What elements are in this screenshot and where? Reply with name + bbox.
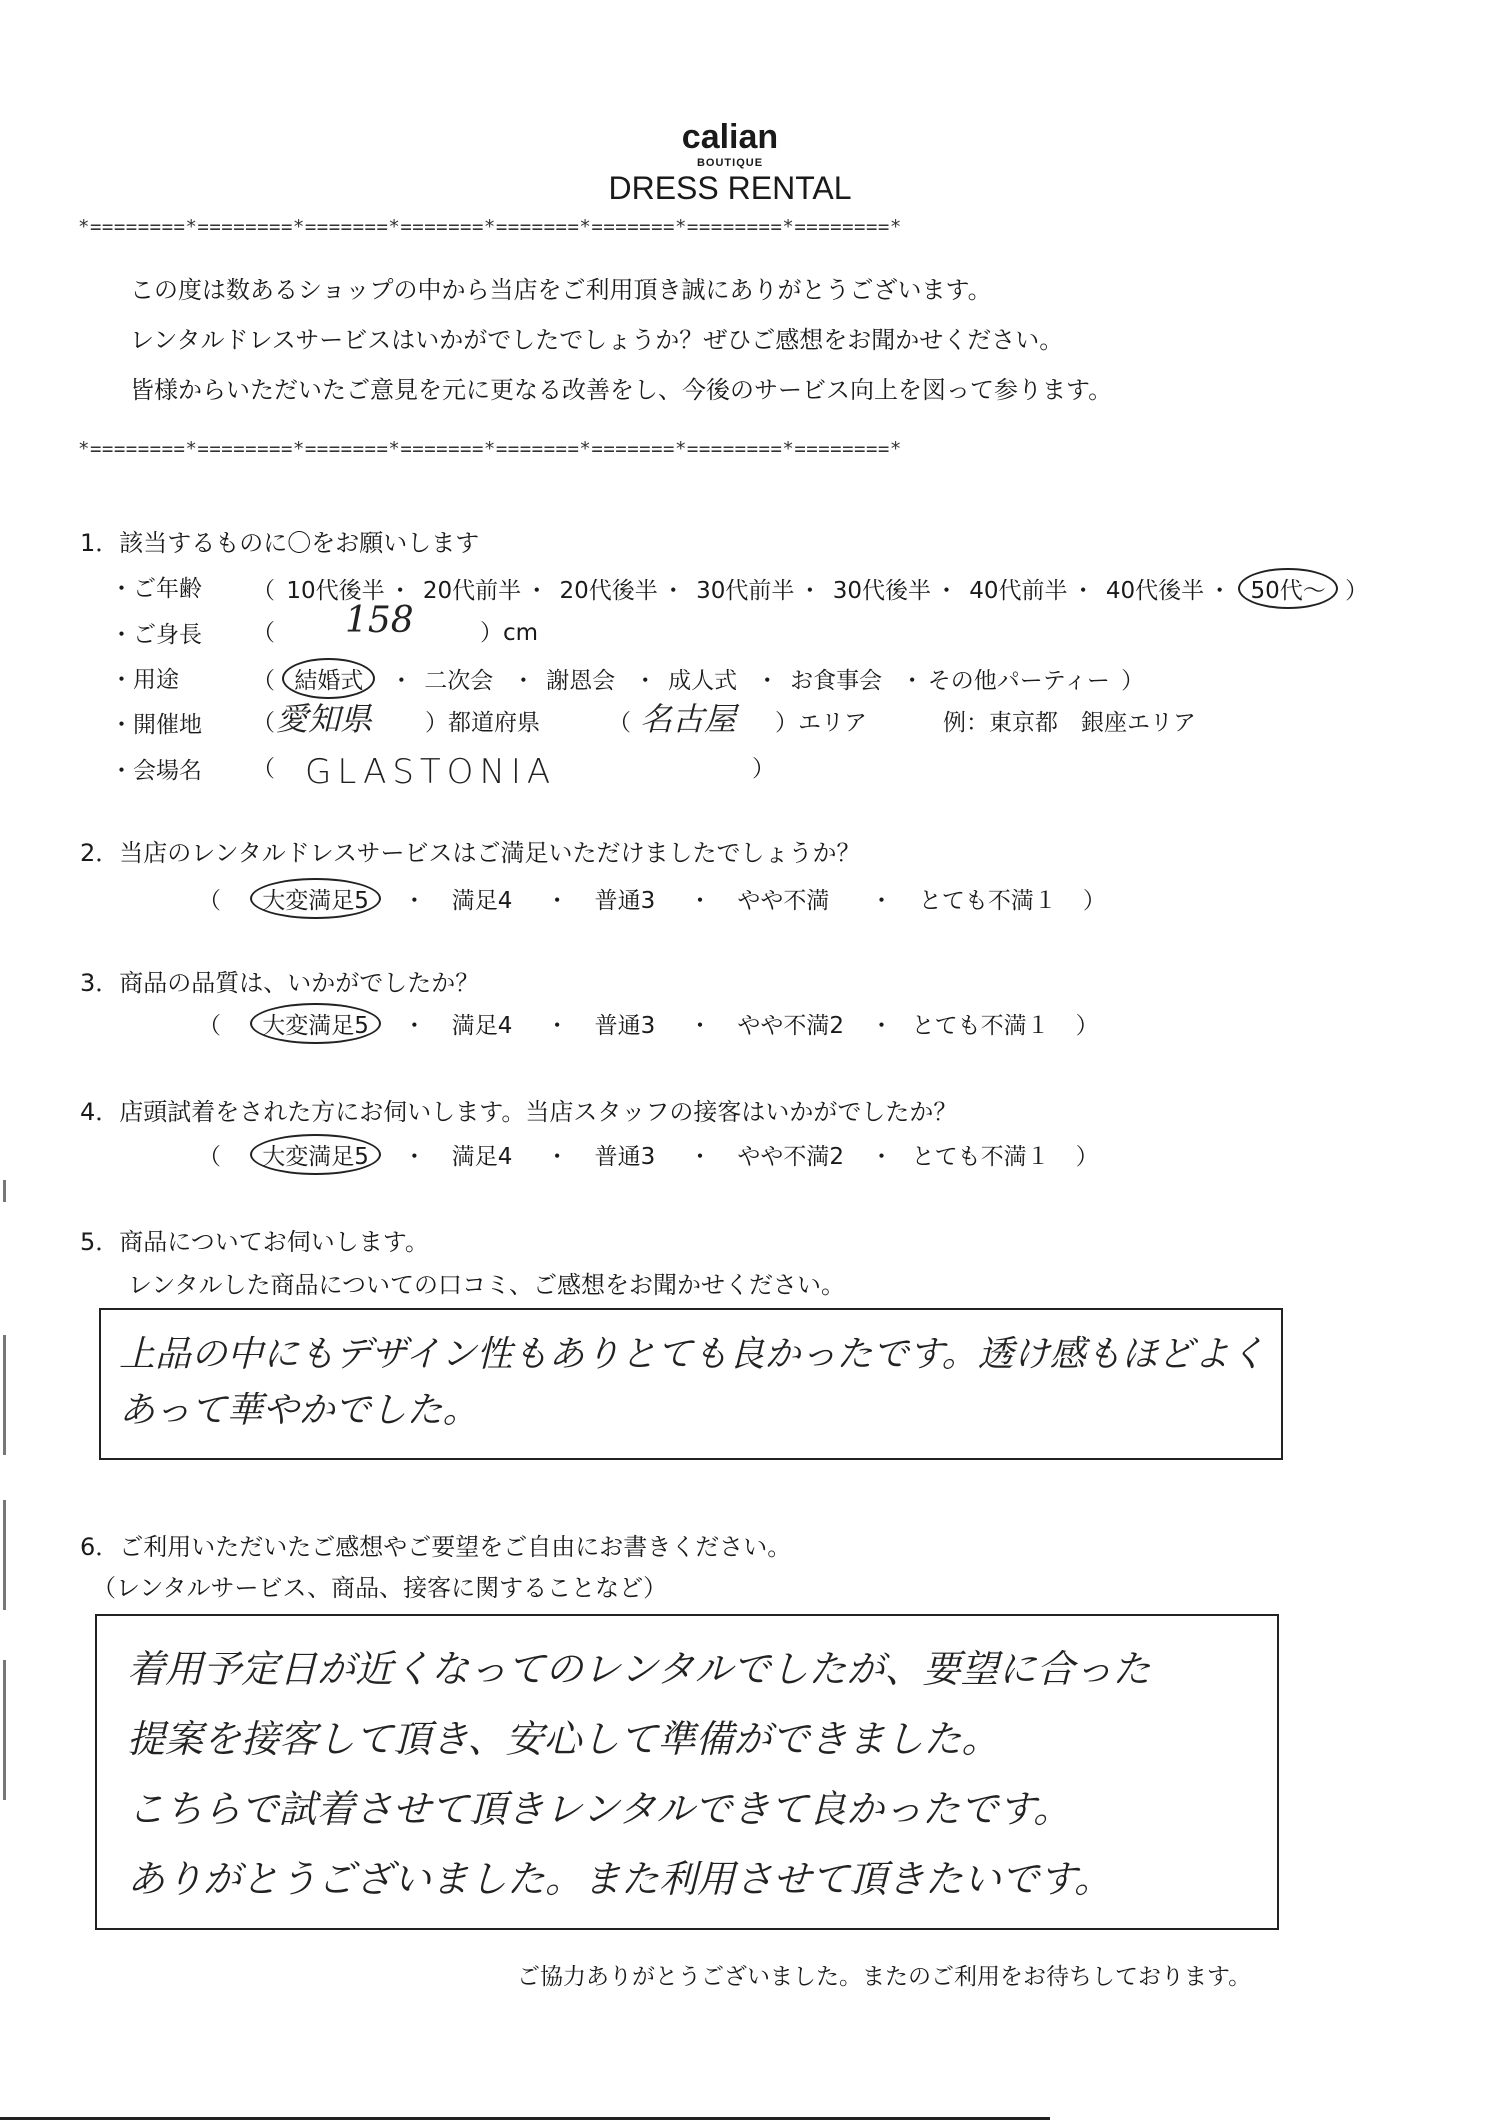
q2-option[interactable]: 満足4 <box>451 888 513 914</box>
age-option[interactable]: 40代前半 <box>969 578 1068 604</box>
age-label: ・ご年齢 <box>110 576 202 602</box>
q6-answer-box[interactable] <box>95 1614 1279 1930</box>
q4-option-selected[interactable]: 大変満足5 <box>250 1134 381 1175</box>
q4-options: （ 大変満足5 ・ 満足4 ・ 普通3 ・ やや不満2 ・ とても不満１ ） <box>198 1134 1099 1175</box>
height-close: ）cm <box>480 620 539 646</box>
q5-answer-line: 上品の中にもデザイン性もありとても良かったです。透け感もほどよく <box>119 1334 1266 1375</box>
q2-options: （ 大変満足5 ・ 満足4 ・ 普通3 ・ やや不満 ・ とても不満１ ） <box>198 878 1106 919</box>
q1-title: 1．該当するものに〇をお願いします <box>80 529 480 557</box>
q6-answer-line: こちらで試着させて頂きレンタルできて良かったです。 <box>127 1787 1072 1831</box>
q5-answer-line: あって華やかでした。 <box>119 1390 479 1431</box>
separator-top: *========*========*=======*=======*=======*=======*========*========* <box>78 216 902 238</box>
q4-option[interactable]: 普通3 <box>594 1144 656 1170</box>
purpose-option[interactable]: 謝恩会 <box>546 668 616 694</box>
q6-answer-line: ありがとうございました。また利用させて頂きたいです。 <box>127 1857 1112 1901</box>
q2-title: 2．当店のレンタルドレスサービスはご満足いただけましたでしょうか？ <box>80 839 861 867</box>
area-example: 例：東京都 銀座エリア <box>943 710 1196 736</box>
venue-name-open: （ <box>252 756 275 782</box>
age-option[interactable]: 30代前半 <box>696 578 795 604</box>
intro-line-1: この度は数あるショップの中から当店をご利用頂き誠にありがとうございます。 <box>130 276 992 304</box>
q3-option-selected[interactable]: 大変満足5 <box>250 1003 381 1044</box>
scan-edge-line <box>0 2117 1050 2120</box>
purpose-option[interactable]: お食事会 <box>790 668 883 694</box>
q3-options: （ 大変満足5 ・ 満足4 ・ 普通3 ・ やや不満2 ・ とても不満１ ） <box>198 1003 1099 1044</box>
purpose-option[interactable]: その他パーティー <box>927 668 1110 694</box>
age-option[interactable]: 40代後半 <box>1105 578 1205 604</box>
scan-mark <box>3 1335 6 1455</box>
height-value[interactable]: 158 <box>345 600 414 641</box>
pref-suffix: ）都道府県 <box>425 710 540 736</box>
area-open: （ <box>608 710 631 736</box>
intro-line-3: 皆様からいただいたご意見を元に更なる改善をし、今後のサービス向上を図って参ります。 <box>130 376 1113 404</box>
q5-title: 5．商品についてお伺いします。 <box>80 1228 429 1256</box>
q2-option[interactable]: やや不満 <box>737 888 830 914</box>
q4-option[interactable]: とても不満１ <box>911 1144 1050 1170</box>
q2-option[interactable]: とても不満１ <box>918 888 1057 914</box>
q4-title: 4．店頭試着をされた方にお伺いします。当店スタッフの接客はいかがでしたか？ <box>80 1098 958 1126</box>
scan-mark <box>3 1660 6 1800</box>
age-option-selected[interactable]: 50代～ <box>1238 568 1337 609</box>
age-option[interactable]: 20代後半 <box>559 578 658 604</box>
venue-name-label: ・会場名 <box>110 758 202 784</box>
age-option[interactable]: 30代後半 <box>832 578 931 604</box>
intro-line-2: レンタルドレスサービスはいかがでしたでしょうか？ぜひご感想をお聞かせください。 <box>130 326 1064 354</box>
purpose-option-selected[interactable]: 結婚式 <box>282 658 375 699</box>
purpose-option[interactable]: 二次会 <box>424 668 494 694</box>
page-title: DRESS RENTAL <box>608 170 852 206</box>
height-open: （ <box>252 620 275 646</box>
venue-name-value[interactable]: GLASTONIA <box>305 752 557 792</box>
q3-option[interactable]: やや不満2 <box>737 1013 845 1039</box>
q3-option[interactable]: 満足4 <box>451 1013 513 1039</box>
height-label: ・ご身長 <box>110 622 202 648</box>
scan-mark <box>3 1500 6 1610</box>
q2-option[interactable]: 普通3 <box>594 888 656 914</box>
age-options: （ 10代後半 ・ 20代前半 ・ 20代後半 ・ 30代前半 ・ 30代後半 ・ 40代前半 ・ 40代後半 ・ 50代～ ） <box>252 568 1368 609</box>
q3-option[interactable]: 普通3 <box>594 1013 656 1039</box>
pref-open: （ <box>252 710 275 736</box>
age-option[interactable]: 20代前半 <box>422 578 522 604</box>
area-value[interactable]: 名古屋 <box>640 700 737 738</box>
q4-option[interactable]: 満足4 <box>451 1144 513 1170</box>
q6-title: 6．ご利用いただいたご感想やご要望をご自由にお書きください。 <box>80 1533 792 1561</box>
age-option[interactable]: 10代後半 <box>286 578 385 604</box>
brand-logo: calian <box>681 118 779 156</box>
q5-subtitle: レンタルした商品についての口コミ、ご感想をお聞かせください。 <box>128 1271 845 1299</box>
q3-option[interactable]: とても不満１ <box>911 1013 1050 1039</box>
q6-subtitle: （レンタルサービス、商品、接客に関することなど） <box>92 1574 668 1602</box>
venue-area-label: ・開催地 <box>110 712 202 738</box>
q5-answer-box[interactable] <box>99 1308 1283 1460</box>
q3-title: 3．商品の品質は、いかがでしたか？ <box>80 969 480 997</box>
q6-answer-line: 着用予定日が近くなってのレンタルでしたが、要望に合った <box>127 1647 1151 1691</box>
brand-sub: BOUTIQUE <box>696 157 764 169</box>
purpose-option[interactable]: 成人式 <box>668 668 738 694</box>
footer-thanks: ご協力ありがとうございました。またのご利用をお待ちしております。 <box>517 1964 1252 1990</box>
purpose-label: ・用途 <box>110 667 179 693</box>
purpose-options: （ 結婚式 ・ 二次会 ・ 謝恩会 ・ 成人式 ・ お食事会 ・ その他パーティー ） <box>252 658 1144 699</box>
pref-value[interactable]: 愛知県 <box>276 700 373 738</box>
separator-bottom: *========*========*=======*=======*=======*=======*========*========* <box>78 438 902 460</box>
scan-mark <box>3 1180 6 1202</box>
q2-option-selected[interactable]: 大変満足5 <box>250 878 381 919</box>
q4-option[interactable]: やや不満2 <box>737 1144 845 1170</box>
q6-answer-line: 提案を接客して頂き、安心して準備ができました。 <box>127 1717 1000 1761</box>
venue-name-close: ） <box>752 756 775 782</box>
area-suffix: ）エリア <box>775 710 867 736</box>
